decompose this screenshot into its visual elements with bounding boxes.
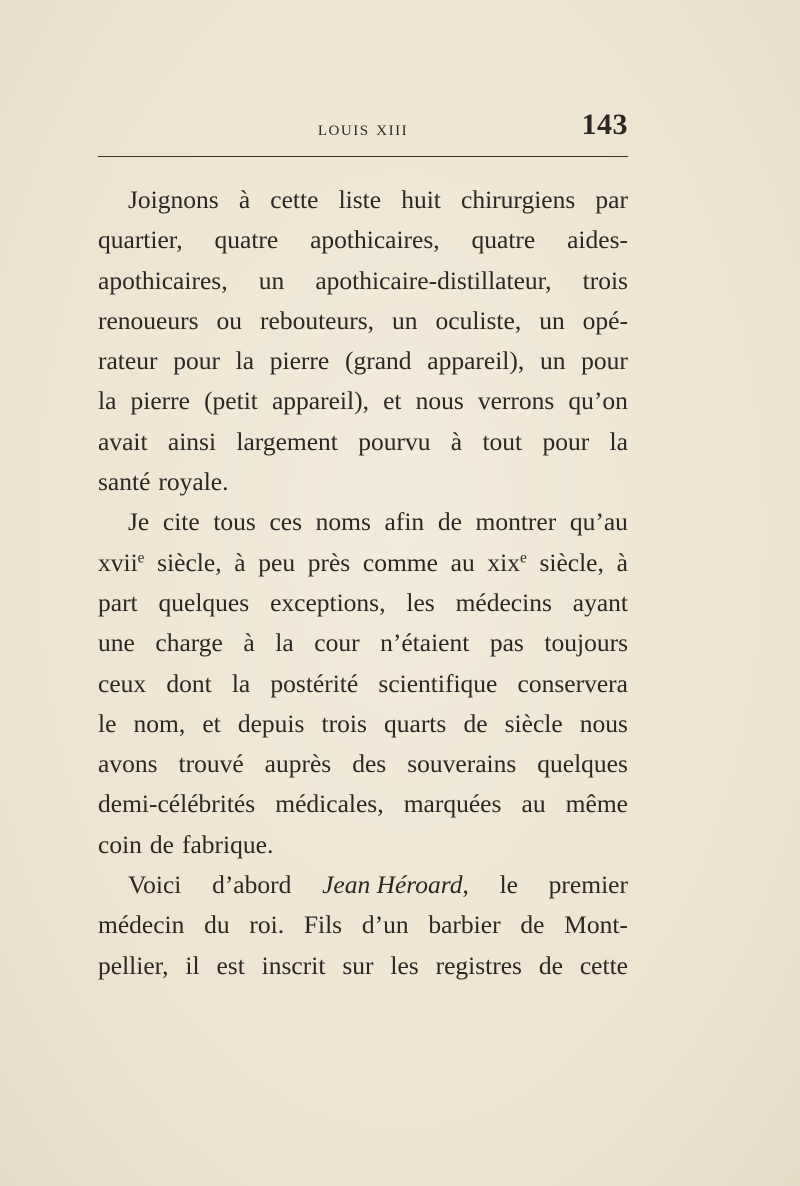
word: depuis: [237, 708, 305, 738]
word: coin: [98, 829, 142, 859]
word: est: [216, 950, 245, 980]
word: de: [463, 708, 488, 738]
word: inscrit: [261, 950, 326, 980]
word: cette: [270, 185, 319, 214]
word: pour: [173, 346, 220, 376]
word: tout: [482, 426, 523, 456]
text-line: [98, 220, 628, 260]
word: par: [595, 185, 628, 214]
word: pierre: [130, 386, 190, 416]
word: opé-: [582, 305, 628, 335]
word: rateur: [98, 346, 158, 376]
word: la: [231, 668, 251, 698]
superscript: e: [137, 549, 145, 567]
word: la: [235, 346, 255, 376]
word: à: [450, 426, 463, 456]
word: noms: [315, 507, 371, 537]
word: un: [258, 265, 285, 295]
word: avons: [98, 749, 158, 779]
word: renoueurs: [98, 305, 199, 335]
word: un: [539, 346, 566, 376]
text-line: [98, 825, 628, 865]
word: dont: [166, 668, 212, 698]
word: qu’au: [569, 507, 628, 537]
word: royale.: [158, 467, 229, 497]
word: même: [565, 789, 628, 819]
word: liste: [338, 185, 382, 214]
word: du: [204, 910, 230, 940]
word: nous: [415, 386, 464, 416]
word: nous: [579, 708, 628, 738]
superscript: e: [519, 549, 527, 567]
word: le: [98, 708, 117, 738]
word: les: [406, 587, 435, 617]
word: de: [437, 507, 462, 537]
text-line: [98, 664, 628, 704]
text-line: [98, 946, 628, 986]
word: un: [539, 305, 565, 335]
word: marquées: [403, 789, 502, 819]
word: verrons: [477, 386, 555, 416]
word: quarts: [384, 708, 447, 738]
word: apothicaire-distillateur,: [315, 265, 552, 295]
word: registres: [435, 950, 522, 980]
text-line: [98, 704, 628, 744]
word: appareil),: [271, 386, 369, 416]
word: nom,: [133, 708, 186, 738]
word: de: [520, 910, 545, 940]
word: de: [538, 950, 563, 980]
word: cour: [314, 628, 360, 658]
word: des: [352, 749, 387, 779]
line-segment: à: [234, 547, 246, 577]
word: souverains: [407, 749, 517, 779]
text-line: [98, 502, 628, 542]
text-line: [98, 583, 628, 623]
word: scientifique: [378, 668, 498, 698]
running-head: [98, 108, 628, 144]
text-line: [98, 301, 628, 341]
word: sur: [342, 950, 374, 980]
paragraph-3: [98, 865, 628, 986]
word: Je: [128, 507, 150, 537]
text-line: [98, 784, 628, 824]
word: quatre: [471, 225, 536, 255]
word: à: [243, 628, 255, 658]
word: la: [609, 426, 628, 456]
word: pas: [489, 628, 524, 658]
line-segment: comme: [362, 547, 438, 577]
word: fabrique.: [181, 829, 274, 859]
line-segment: premier: [548, 870, 628, 900]
word: rebouteurs,: [260, 305, 375, 335]
word: apothicaires,: [98, 265, 228, 295]
word: Fils: [303, 910, 343, 940]
word: toujours: [544, 628, 628, 658]
word: demi-célébrités: [98, 789, 256, 819]
paragraph-2: [98, 502, 628, 865]
word: à: [238, 185, 251, 214]
text-line: [98, 744, 628, 784]
word: une: [98, 628, 135, 658]
line-segment: au: [450, 547, 475, 577]
word: tous: [213, 507, 256, 537]
word: siècle: [504, 708, 563, 738]
line-segment: le: [499, 870, 518, 900]
word: Mont-: [564, 910, 628, 940]
word: pierre: [269, 346, 330, 376]
text-line: [98, 341, 628, 381]
word: d’un: [361, 910, 409, 940]
word: (grand: [344, 346, 412, 376]
body-text: [98, 180, 628, 986]
header-rule: [98, 156, 628, 157]
word: Joignons: [128, 185, 219, 214]
word: part: [98, 587, 138, 617]
word: largement: [236, 426, 338, 456]
line-segment: xix$^e$: [487, 547, 527, 577]
text-line: [98, 462, 628, 502]
paragraph-1: [98, 180, 628, 502]
word: ainsi: [167, 426, 217, 456]
person-name: Jean Héroard: [322, 870, 463, 900]
line-segment: d’abord: [212, 870, 292, 900]
word: et: [202, 708, 221, 738]
word: de: [149, 829, 174, 859]
running-title: louis xiii: [317, 116, 409, 140]
text-line: [98, 381, 628, 421]
word: la: [98, 386, 117, 416]
word: chirurgiens: [461, 185, 576, 214]
line-segment: siècle,: [539, 547, 604, 577]
text-line-with-name: [98, 865, 628, 905]
word: montrer: [475, 507, 557, 537]
line-segment: Jean Héroard,: [322, 870, 469, 900]
word: ayant: [572, 587, 628, 617]
line-segment: [98, 543, 144, 583]
word: cette: [579, 950, 628, 980]
word: trouvé: [178, 749, 244, 779]
text-line: [98, 623, 628, 663]
word: et: [383, 386, 402, 416]
line-segment: Voici: [128, 870, 182, 900]
word: roi.: [249, 910, 285, 940]
word: n’étaient: [380, 628, 470, 658]
word: ceux: [98, 668, 147, 698]
century-numeral: xvii: [98, 547, 138, 577]
word: qu’on: [568, 386, 628, 416]
word: auprès: [264, 749, 332, 779]
word: appareil),: [427, 346, 525, 376]
word: trois: [321, 708, 367, 738]
word: huit: [401, 185, 441, 214]
word: ou: [216, 305, 243, 335]
word: pourvu: [358, 426, 431, 456]
word: médicales,: [275, 789, 384, 819]
page-number: 143: [581, 108, 628, 141]
text-line: [98, 180, 628, 220]
word: aides-: [567, 225, 628, 255]
text-line: [98, 422, 628, 462]
word: médecin: [98, 910, 185, 940]
word: les: [390, 950, 419, 980]
line-segment: près: [307, 547, 351, 577]
word: ces: [269, 507, 303, 537]
word: au: [521, 789, 546, 819]
word: barbier: [428, 910, 501, 940]
word: postérité: [270, 668, 359, 698]
word: trois: [582, 265, 628, 295]
text-line: [98, 261, 628, 301]
word: quartier,: [98, 225, 183, 255]
word: oculiste,: [435, 305, 522, 335]
word: quatre: [214, 225, 279, 255]
line-segment: peu: [258, 547, 296, 577]
text-line: [98, 905, 628, 945]
word: exceptions,: [270, 587, 386, 617]
word: pour: [581, 346, 628, 376]
word: charge: [155, 628, 223, 658]
word: il: [185, 950, 200, 980]
word: conservera: [517, 668, 628, 698]
word: afin: [384, 507, 425, 537]
word: pour: [542, 426, 590, 456]
word: un: [392, 305, 418, 335]
line-segment: siècle,: [157, 547, 222, 577]
word: la: [275, 628, 294, 658]
line-segment: à: [616, 547, 628, 577]
word: pellier,: [98, 950, 169, 980]
text-line-with-superscripts: [98, 543, 628, 583]
word: (petit: [204, 386, 258, 416]
word: quelques: [158, 587, 250, 617]
word: avait: [98, 426, 148, 456]
word: cite: [162, 507, 200, 537]
word: médecins: [455, 587, 552, 617]
word: quelques: [537, 749, 628, 779]
word: santé: [98, 467, 151, 497]
word: apothicaires,: [310, 225, 440, 255]
